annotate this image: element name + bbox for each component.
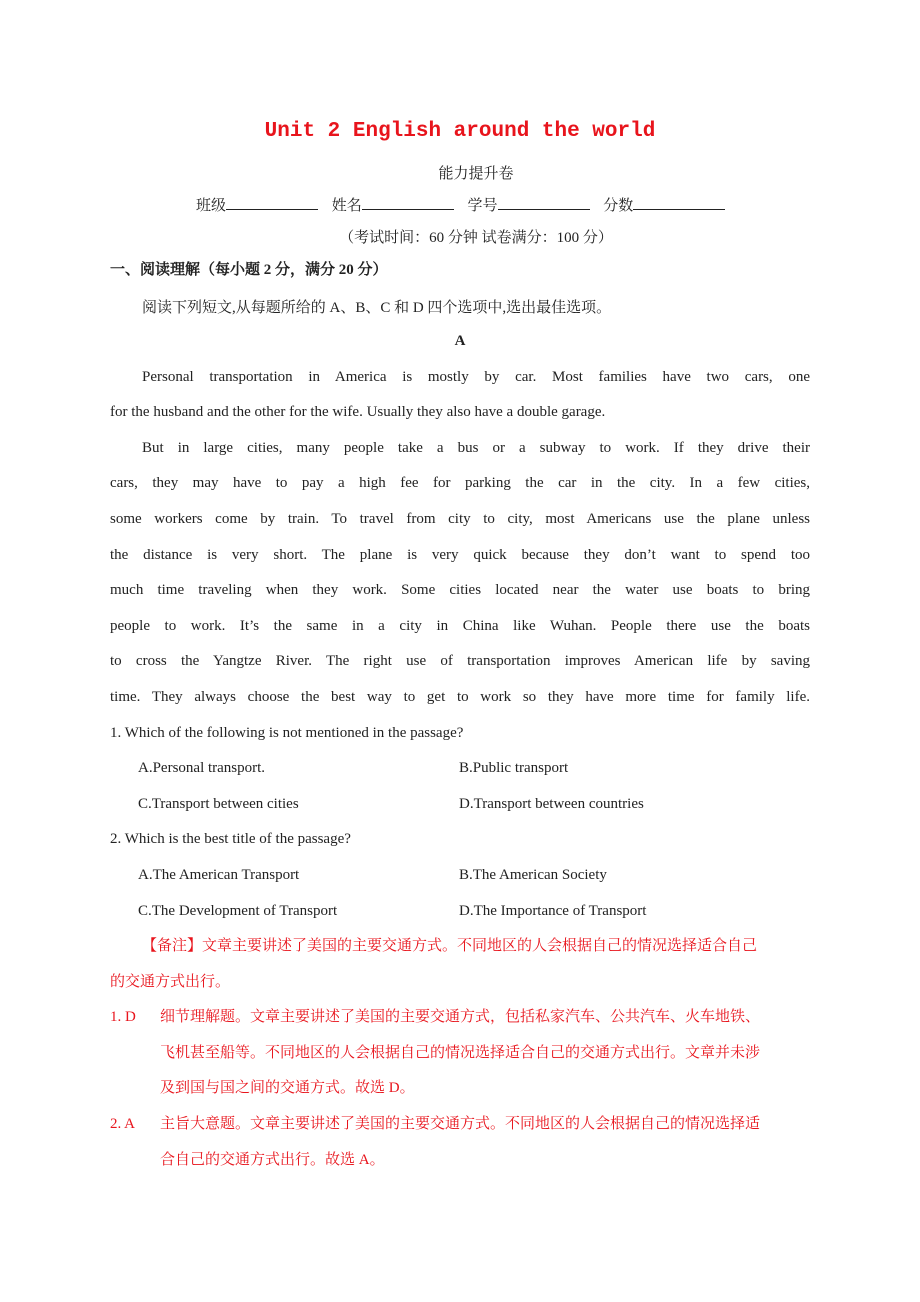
question-1-options-row <box>110 787 810 823</box>
passage-line: But in large cities, many people take a bus or a subway to work. If they drive their <box>142 439 810 456</box>
answer-number: 2. A <box>110 1116 136 1133</box>
student-info-fields <box>196 194 735 215</box>
option-b: B.Public transport <box>459 760 569 777</box>
section-heading: 一、阅读理解（每小题 2 分，满分 20 分） <box>110 262 388 278</box>
question-1-options-row <box>110 751 810 787</box>
question-1-stem: 1. Which of the following is not mentioned in the passage? <box>110 724 464 741</box>
answer-1 <box>110 1000 810 1036</box>
answer-line: 合自己的交通方式出行。故选 A。 <box>160 1151 385 1168</box>
class-blank[interactable] <box>226 195 318 210</box>
answer-line: 飞机甚至船等。不同地区的人会根据自己的情况选择适合自己的交通方式出行。文章并未涉 <box>160 1044 761 1061</box>
instructions: 阅读下列短文,从每题所给的 A、B、C 和 D 四个选项中,选出最佳选项。 <box>142 300 612 316</box>
passage-line: people to work. It’s the same in a city in China like Wuhan. People there use the boats <box>110 617 810 634</box>
passage-line: to cross the Yangtze River. The right use of transportation improves American life by saving <box>110 653 810 670</box>
question-2-options-row <box>110 894 810 930</box>
answer-2 <box>110 1107 810 1143</box>
passage-label: A <box>454 333 466 349</box>
passage-line: the distance is very short. The plane is very quick because they don’t want to spend too <box>110 546 810 563</box>
exam-info: （考试时间：60 分钟 试卷满分：100 分） <box>339 230 613 246</box>
passage-line: some workers come by train. To travel from city to city, most Americans use the plane unless <box>110 510 810 527</box>
passage-line: for the husband and the other for the wife. Usually they also have a double garage. <box>110 404 606 421</box>
field-class: 班级 <box>196 198 227 214</box>
passage-line: much time traveling when they work. Some cities located near the water use boats to bring <box>110 582 810 599</box>
option-d: D.Transport between countries <box>459 795 644 812</box>
field-student-id: 学号 <box>467 198 498 214</box>
question-2-stem: 2. Which is the best title of the passage? <box>110 831 351 848</box>
answer-line: 及到国与国之间的交通方式。故选 D。 <box>160 1080 415 1097</box>
option-a: A.The American Transport <box>138 866 300 883</box>
question-2-options-row <box>110 858 810 894</box>
answer-line: 细节理解题。文章主要讲述了美国的主要交通方式，包括私家汽车、公共汽车、火车地铁、 <box>160 1009 761 1026</box>
answer-number: 1. D <box>110 1009 136 1026</box>
passage-line: Personal transportation in America is mostly by car. Most families have two cars, one <box>142 368 810 385</box>
option-c: C.Transport between cities <box>138 795 299 812</box>
answer-line: 主旨大意题。文章主要讲述了美国的主要交通方式。不同地区的人会根据自己的情况选择适 <box>160 1116 761 1133</box>
passage-line: cars, they may have to pay a high fee for parking the car in the city. In a few cities, <box>110 475 810 492</box>
field-score: 分数 <box>603 198 634 214</box>
student-id-blank[interactable] <box>498 195 590 210</box>
subtitle: 能力提升卷 <box>438 166 514 182</box>
option-b: B.The American Society <box>459 866 607 883</box>
note-line: 【备注】文章主要讲述了美国的主要交通方式。不同地区的人会根据自己的情况选择适合自己 <box>142 938 758 955</box>
passage-and-questions <box>110 324 810 1178</box>
option-d: D.The Importance of Transport <box>459 902 647 919</box>
note-line: 的交通方式出行。 <box>110 973 231 990</box>
field-name: 姓名 <box>331 198 362 214</box>
option-a: A.Personal transport. <box>138 760 266 777</box>
document-title: Unit 2 English around the world <box>264 120 656 143</box>
passage-line: time. They always choose the best way to get to work so they have more time for family life. <box>110 688 810 705</box>
name-blank[interactable] <box>362 195 454 210</box>
score-blank[interactable] <box>633 195 725 210</box>
option-c: C.The Development of Transport <box>138 902 338 919</box>
